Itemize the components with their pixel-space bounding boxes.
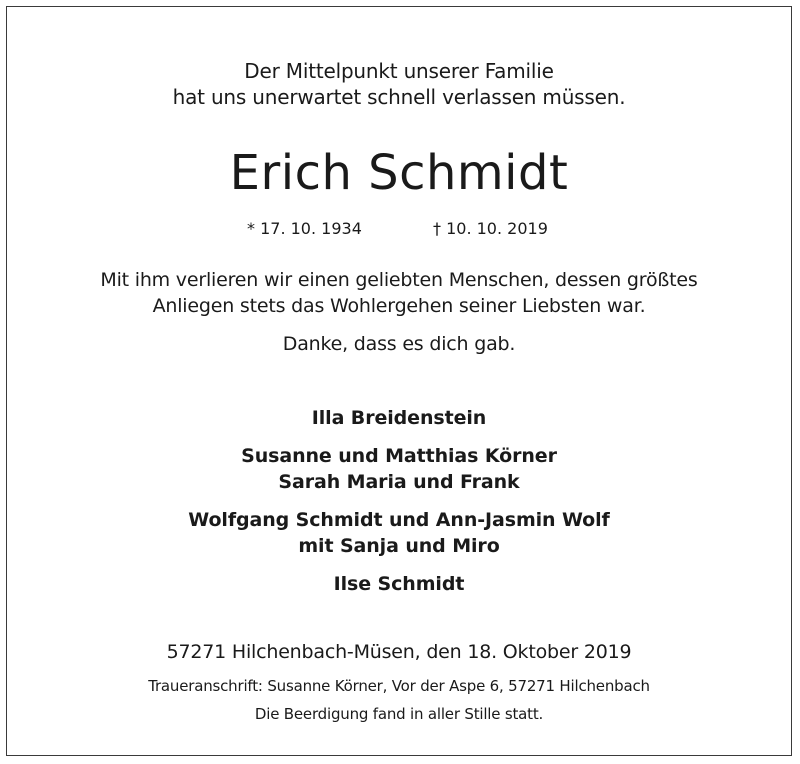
intro-line-1: Der Mittelpunkt unserer Familie: [244, 59, 554, 83]
tribute-line-1: Mit ihm verlieren wir einen geliebten Menschen, dessen größtes: [100, 269, 698, 291]
place-and-date: 57271 Hilchenbach-Müsen, den 18. Oktober 2019: [166, 641, 632, 663]
thanks-line: Danke, dass es dich gab.: [282, 333, 516, 355]
mourner-name: Sarah Maria und Frank: [278, 471, 520, 493]
burial-note: Die Beerdigung fand in aller Stille statt.: [254, 705, 544, 723]
mourner-name: mit Sanja und Miro: [298, 535, 500, 557]
tribute-line-2: Anliegen stets das Wohlergehen seiner Liebsten war.: [152, 295, 646, 317]
mourner-name: Ilse Schmidt: [333, 573, 465, 595]
birth-date: * 17. 10. 1934: [247, 219, 362, 238]
death-date: † 10. 10. 2019: [433, 219, 548, 238]
mourner-name: Illa Breidenstein: [311, 407, 487, 429]
obituary-notice: [6, 6, 792, 756]
intro-line-2: hat uns unerwartet schnell verlassen müssen.: [172, 85, 626, 109]
deceased-name: Erich Schmidt: [229, 145, 569, 201]
mourning-address: Traueranschrift: Susanne Körner, Vor der Aspe 6, 57271 Hilchenbach: [148, 677, 650, 695]
mourner-name: Wolfgang Schmidt und Ann-Jasmin Wolf: [188, 509, 610, 531]
life-dates: [7, 219, 791, 243]
mourner-name: Susanne und Matthias Körner: [241, 445, 557, 467]
